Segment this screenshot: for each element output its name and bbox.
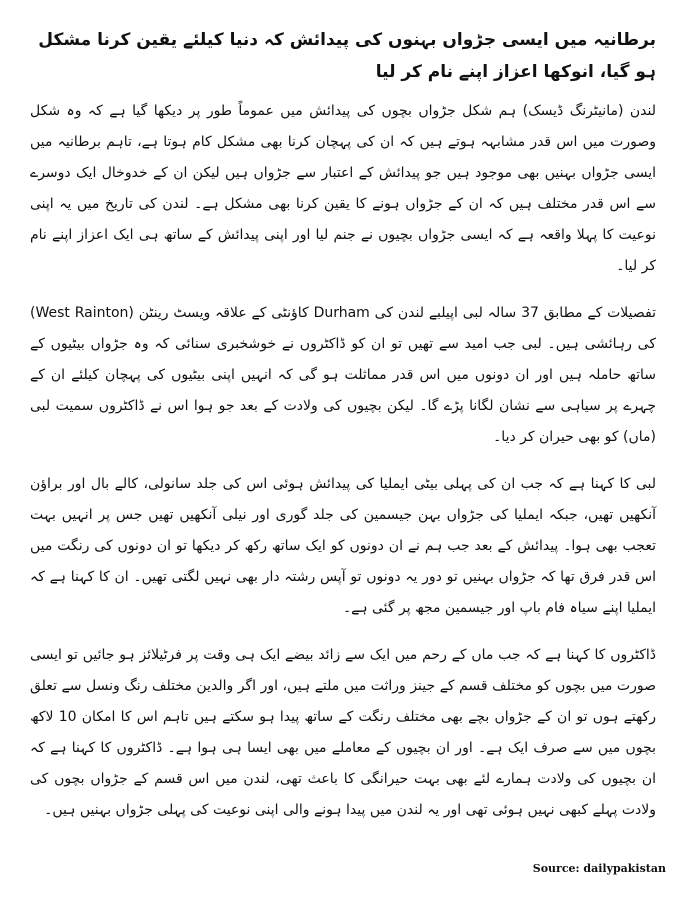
article-paragraph-2: تفصیلات کے مطابق 37 سالہ لبی اپیلبے لندن کی Durham کاؤنٹی کے علاقہ ویسٹ رینٹن (West Rainton) کی رہائشی ہیں۔ لبی جب امید سے تھیں تو ان کو ڈاکٹروں نے خوشخبری سنائی کہ وہ جڑواں بیٹیوں کے ساتھ حاملہ ہیں اور ان دونوں میں اس قدر مماثلت ہو گی کہ انہیں اپنی بیٹیوں کی پہچان کیلئے ان کے چہرے پر سیاہی سے نشان لگانا پڑے گا۔ لیکن بچیوں کی ولادت کے بعد جو ہوا اس نے ڈاکٹروں سمیت لبی (ماں) کو بھی حیران کر دیا۔ — [30, 305, 656, 445]
article-headline: برطانیہ میں ایسی جڑواں بہنوں کی پیدائش کہ دنیا کیلئے یقین کرنا مشکل ہو گیا، انوکھا اعزاز اپنے نام کر لیا — [38, 30, 656, 82]
article-paragraph-4: ڈاکٹروں کا کہنا ہے کہ جب ماں کے رحم میں ایک سے زائد بیضے ایک ہی وقت پر فرٹیلائز ہو جائیں تو ایسی صورت میں بچوں کو مختلف قسم کے جینز وراثت میں ملتے ہیں، اور اگر والدین مختلف رنگ ونسل سے تعلق رکھتے ہوں تو ان کے جڑواں بچے بھی مختلف رنگت کے ساتھ پیدا ہو سکتے ہیں تاہم اس کا امکان 10 لاکھ بچوں میں سے صرف ایک ہے۔ اور ان بچیوں کے معاملے میں بھی ایسا ہی ہوا ہے۔ ڈاکٹروں کا کہنا ہے کہ ان بچیوں کی ولادت ہمارے لئے بھی بہت حیرانگی کا باعث تھی، لندن میں اس قسم کے جڑواں بچوں کی ولادت پہلے کبھی نہیں ہوئی تھی اور یہ لندن میں پیدا ہونے والی اپنی نوعیت کی پہلی جڑواں بہنیں ہیں۔ — [30, 647, 656, 818]
source-credit: Source: dailypakistan — [532, 862, 666, 875]
article-paragraph-1: لندن (مانیٹرنگ ڈیسک) ہم شکل جڑواں بچوں کی پیدائش میں عموماً طور پر دیکھا گیا ہے کہ وہ شکل وصورت میں اس قدر مشابہہ ہوتے ہیں کہ ان کی پہچان کرنا بھی مشکل کام ہوتا ہے، تاہم برطانیہ میں ایسی جڑواں بہنیں بھی موجود ہیں جو پیدائش کے اعتبار سے جڑواں ہیں لیکن ان کے خدوخال ایک دوسرے سے اس قدر مختلف ہیں کہ ان کے جڑواں ہونے کا یقین کرنا بھی مشکل ہے۔ لندن کی تاریخ میں یہ اپنی نوعیت کا پہلا واقعہ ہے کہ ایسی جڑواں بچیوں نے جنم لیا اور اپنی پیدائش کے ساتھ ہی ایک اعزاز اپنے نام کر لیا۔ — [30, 103, 656, 274]
article-paragraph-3: لبی کا کہنا ہے کہ جب ان کی پہلی بیٹی ایملیا کی پیدائش ہوئی اس کی جلد سانولی، کالے بال اور براؤن آنکھیں تھیں، جبکہ ایملیا کی جڑواں بہن جیسمین کی جلد گوری اور نیلی آنکھیں تھیں جس پر انہیں بہت تعجب بھی ہوا۔ پیدائش کے بعد جب ہم نے ان دونوں کو ایک ساتھ رکھ کر دیکھا تو ان دونوں کی رنگت میں اس قدر فرق تھا کہ جڑواں بہنیں تو دور یہ دونوں تو آپس رشتہ دار بھی نہیں لگتی تھیں۔ ان کا کہنا ہے کہ ایملیا اپنے سیاہ فام باپ اور جیسمین مجھ پر گئی ہے۔ — [30, 476, 657, 616]
